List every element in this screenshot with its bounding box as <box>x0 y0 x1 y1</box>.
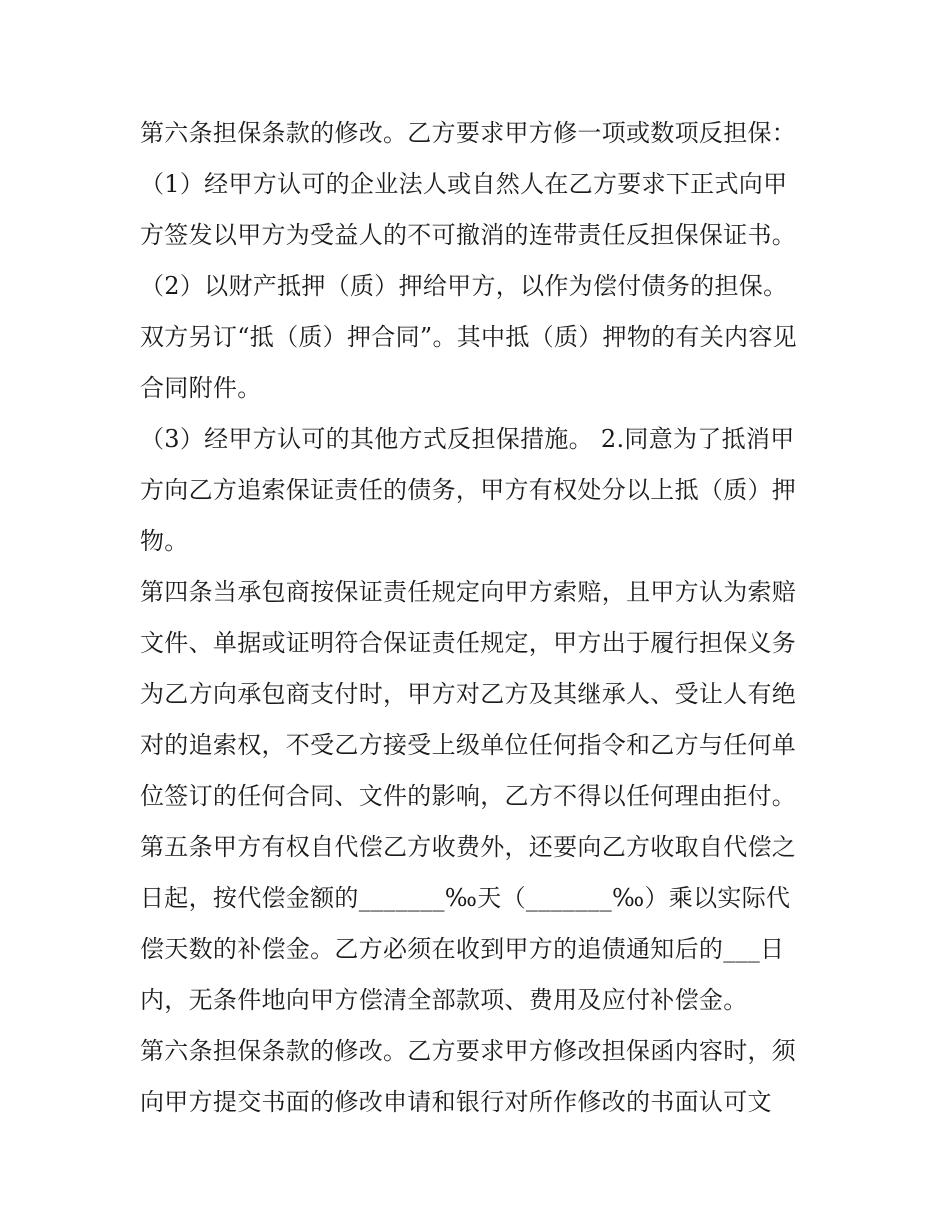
text-line: （1）经甲方认可的企业法人或自然人在乙方要求下正式向甲 <box>140 170 788 198</box>
text-line: 物。 <box>140 527 189 555</box>
text-line: 第六条担保条款的修改。乙方要求甲方修一项或数项反担保： <box>140 119 797 147</box>
text-line: （2）以财产抵押（质）押给甲方，以作为偿付债务的担保。 <box>140 272 788 300</box>
text-line: 对的追索权，不受乙方接受上级单位任何指令和乙方与任何单 <box>140 731 797 759</box>
text-line: 向甲方提交书面的修改申请和银行对所作修改的书面认可文 <box>140 1088 772 1116</box>
text-line: 合同附件。 <box>140 374 262 402</box>
text-line: （3）经甲方认可的其他方式反担保措施。 2.同意为了抵消甲 <box>140 425 795 453</box>
text-line: 文件、单据或证明符合保证责任规定，甲方出于履行担保义务 <box>140 629 797 657</box>
text-line: 日起，按代偿金额的_______‰天（_______‰）乘以实际代 <box>140 884 791 912</box>
text-line: 双方另订“抵（质）押合同”。其中抵（质）押物的有关内容见 <box>140 323 797 351</box>
text-line: 第六条担保条款的修改。乙方要求甲方修改担保函内容时，须 <box>140 1037 797 1065</box>
text-line: 方向乙方追索保证责任的债务，甲方有权处分以上抵（质）押 <box>140 476 797 504</box>
text-line: 第四条当承包商按保证责任规定向甲方索赔，且甲方认为索赔 <box>140 578 797 606</box>
text-line: 位签订的任何合同、文件的影响，乙方不得以任何理由拒付。 <box>140 782 797 810</box>
text-line: 内，无条件地向甲方偿清全部款项、费用及应付补偿金。 <box>140 986 748 1014</box>
document-body <box>140 108 830 1128</box>
text-line: 方签发以甲方为受益人的不可撤消的连带责任反担保保证书。 <box>140 221 797 249</box>
text-line: 第五条甲方有权自代偿乙方收费外，还要向乙方收取自代偿之 <box>140 833 797 861</box>
text-line: 为乙方向承包商支付时，甲方对乙方及其继承人、受让人有绝 <box>140 680 797 708</box>
text-line: 偿天数的补偿金。乙方必须在收到甲方的追债通知后的___日 <box>140 935 785 963</box>
